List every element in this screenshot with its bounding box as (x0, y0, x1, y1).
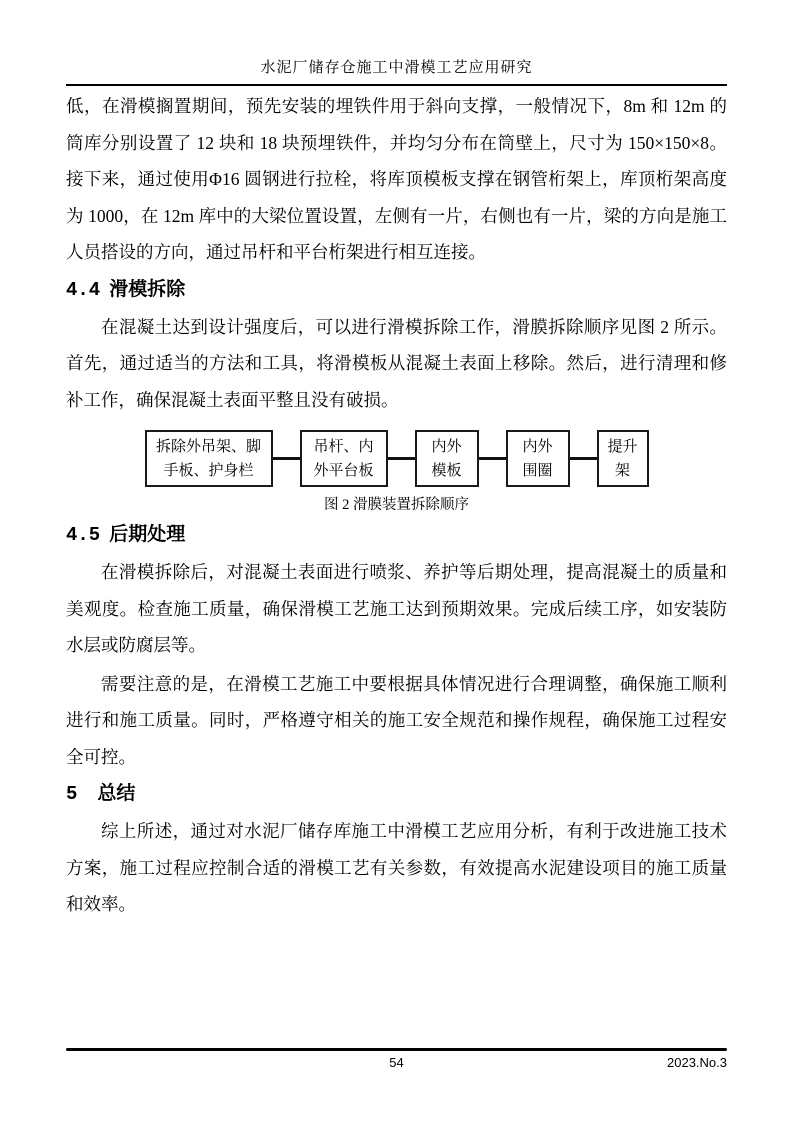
flowchart-step-1-line-1: 拆除外吊架、脚 (155, 438, 261, 455)
figure-2-caption: 图 2 滑膜装置拆除顺序 (324, 497, 469, 513)
flowchart-step-2-line-1: 吊杆、内 (313, 438, 374, 455)
flowchart-step-5-line-1: 提升 (607, 438, 638, 455)
section-title: 总结 (97, 783, 136, 804)
section-title: 滑模拆除 (109, 278, 186, 300)
flowchart-connector-4 (570, 457, 597, 460)
flowchart-step-4-line-1: 内外 (522, 438, 553, 455)
flowchart-step-1 (145, 430, 273, 487)
section-number: 4.5 (66, 524, 101, 546)
section-heading-4-4 (66, 273, 727, 307)
flowchart-step-3 (415, 430, 479, 487)
flowchart-step-4 (506, 430, 570, 487)
paragraph-section-4-5-second: 需要注意的是，在滑模工艺施工中要根据具体情况进行合理调整，确保施工顺利进行和施工质量。同时，严格遵守相关的施工安全规范和操作规程，确保施工过程安全可控。 (66, 673, 727, 767)
running-head-title: 水泥厂储存仓施工中滑模工艺应用研究 (66, 57, 727, 86)
flowchart-row (66, 430, 727, 487)
flowchart-step-1-line-2: 手板、护身栏 (163, 462, 254, 479)
flowchart-step-3-line-2: 模板 (431, 462, 462, 479)
section-number: 4.4 (66, 278, 101, 301)
section-title: 后期处理 (109, 524, 186, 545)
footer-page-number: 54 (389, 1055, 404, 1070)
section-heading-4-5 (66, 518, 727, 552)
section-heading-5 (66, 777, 727, 811)
flowchart-step-3-line-1: 内外 (431, 438, 462, 455)
page-footer (66, 1048, 727, 1072)
paragraph-section-5: 综上所述，通过对水泥厂储存库施工中滑模工艺应用分析，有利于改进施工技术方案，施工过程应控制合适的滑模工艺有关参数，有效提高水泥建设项目的施工质量和效率。 (66, 821, 727, 914)
flowchart-step-4-line-2: 围圈 (522, 462, 553, 479)
section-number: 5 (66, 783, 78, 805)
paragraph-intro-continuation: 低，在滑模搁置期间，预先安装的埋铁件用于斜向支撑，一般情况下，8m 和 12m 的筒库分别设置了 12 块和 18 块预埋铁件，并均匀分布在筒壁上，尺寸为 150×150×8。接下来，通过使用Φ16 圆钢进行拉栓，将库顶模板支撑在钢管桁架上，库顶桁架高度为 1000，在 12m 库中的大梁位置设置，左侧有一片，右侧也有一片，梁的方向是施工人员搭设的方向，通过吊杆和平台桁架进行相互连接。 (66, 96, 727, 262)
footer-row (66, 1054, 727, 1072)
paragraph-section-4-5-first: 在滑模拆除后，对混凝土表面进行喷浆、养护等后期处理，提高混凝土的质量和美观度。检查施工质量，确保滑模工艺施工达到预期效果。完成后续工序，如安装防水层或防腐层等。 (66, 562, 727, 655)
footer-issue-label: 2023.No.3 (667, 1055, 727, 1070)
flowchart-connector-1 (273, 457, 300, 460)
paragraph-section-4-4: 在混凝土达到设计强度后，可以进行滑模拆除工作，滑膜拆除顺序见图 2 所示。首先，通过适当的方法和工具，将滑模板从混凝土表面上移除。然后，进行清理和修补工作，确保混凝土表面平整且没有破损。 (66, 316, 727, 410)
flowchart-connector-2 (388, 457, 415, 460)
flowchart-step-2 (300, 430, 388, 487)
flowchart-step-5-line-2: 架 (614, 462, 630, 479)
flowchart-step-2-line-2: 外平台板 (313, 462, 374, 479)
footer-rule (66, 1048, 727, 1051)
flowchart-step-5 (597, 430, 649, 487)
flowchart-connector-3 (479, 457, 506, 460)
figure-2-flowchart (66, 430, 727, 516)
page-content (66, 57, 727, 923)
